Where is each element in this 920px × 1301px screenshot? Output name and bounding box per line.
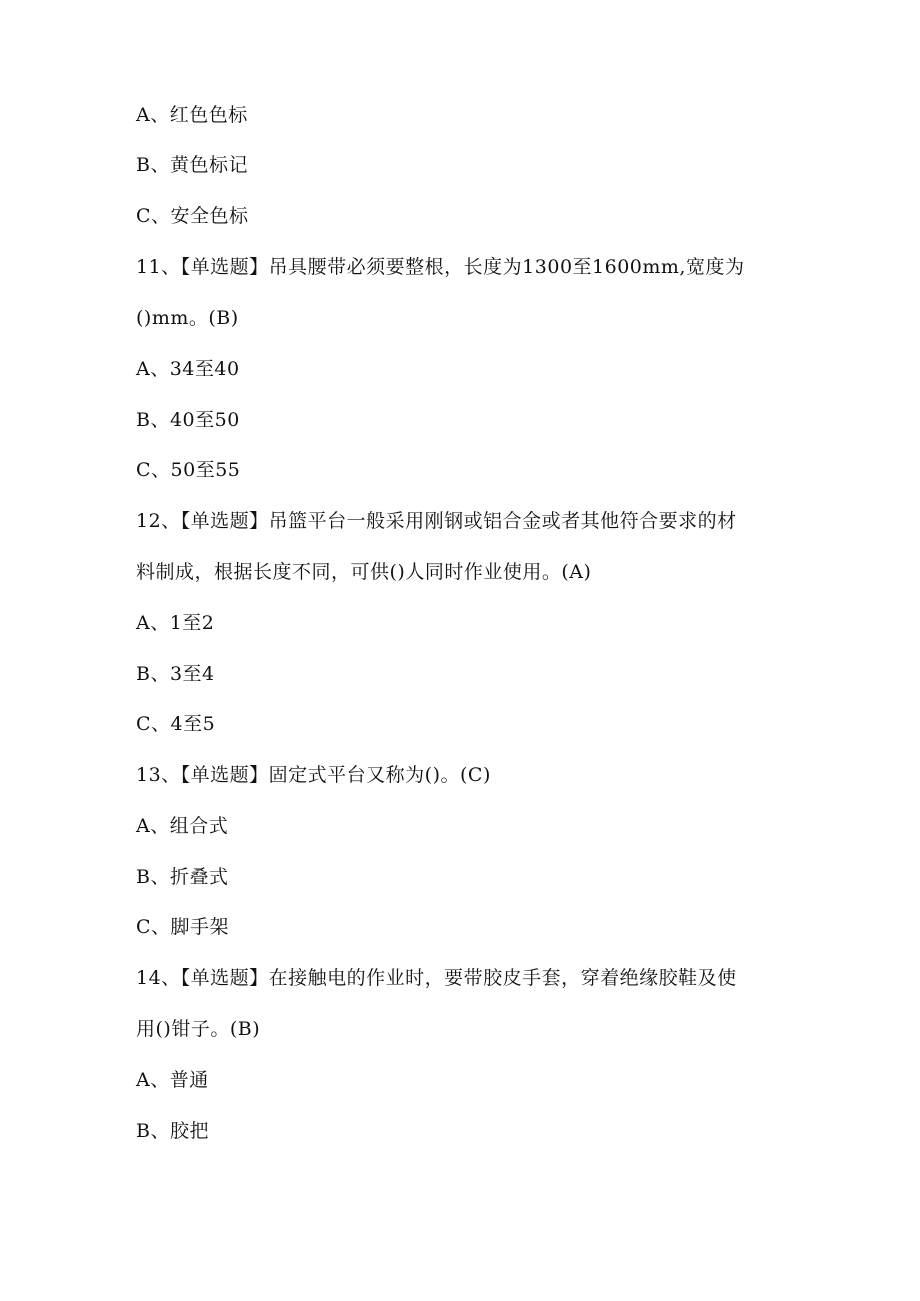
- option-12-a: A、1至2: [136, 612, 215, 634]
- option-12-c: C、4至5: [136, 713, 216, 735]
- option-11-a: A、34至40: [136, 358, 240, 380]
- option-10-c: C、安全色标: [136, 205, 249, 227]
- option-11-b: B、40至50: [136, 409, 240, 431]
- question-12-line-1: 12、【单选题】吊篮平台一般采用刚钢或铝合金或者其他符合要求的材: [136, 510, 737, 532]
- question-11-line-2: ()mm。(B): [136, 307, 239, 329]
- option-13-b: B、折叠式: [136, 866, 229, 888]
- option-13-c: C、脚手架: [136, 916, 230, 938]
- question-13-line-1: 13、【单选题】固定式平台又称为()。(C): [136, 764, 491, 786]
- question-14-line-2: 用()钳子。(B): [136, 1018, 261, 1040]
- option-10-b: B、黄色标记: [136, 154, 248, 176]
- question-11-line-1: 11、【单选题】吊具腰带必须要整根，长度为1300至1600mm,宽度为: [136, 256, 745, 278]
- option-13-a: A、组合式: [136, 815, 229, 837]
- option-14-b: B、胶把: [136, 1120, 209, 1142]
- option-11-c: C、50至55: [136, 459, 241, 481]
- option-14-a: A、普通: [136, 1069, 209, 1091]
- option-12-b: B、3至4: [136, 663, 215, 685]
- question-14-line-1: 14、【单选题】在接触电的作业时，要带胶皮手套，穿着绝缘胶鞋及使: [136, 967, 737, 989]
- question-12-line-2: 料制成，根据长度不同，可供()人同时作业使用。(A): [136, 561, 592, 583]
- option-10-a: A、红色色标: [136, 104, 248, 126]
